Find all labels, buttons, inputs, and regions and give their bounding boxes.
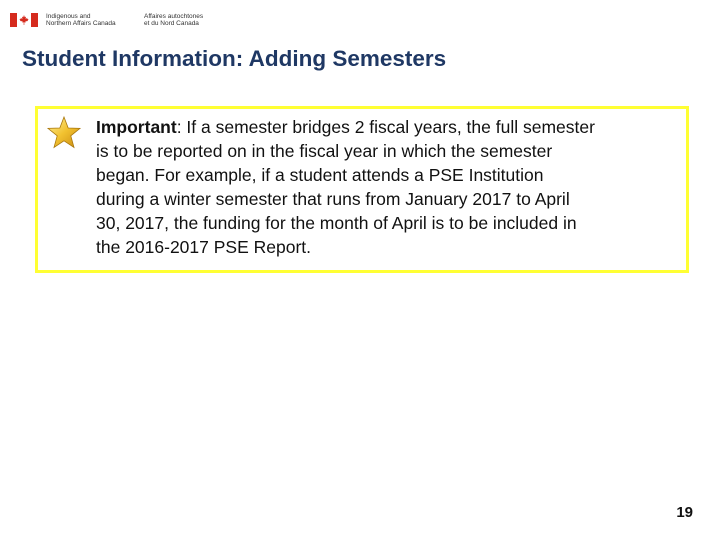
- important-callout-box: [35, 106, 689, 273]
- canada-flag-icon: [10, 13, 38, 27]
- department-name-english: [46, 13, 138, 27]
- star-icon: [46, 115, 82, 151]
- callout-body: : If a semester bridges 2 fiscal years, the full semester is to be reported on in the fiscal year in which the semester began. For example, if a student attends a PSE Institution during a winter semester that runs from January 2017 to April 30, 2017, the funding for the month of April is to be included in the 2016-2017 PSE Report.: [96, 117, 595, 257]
- page-number: 19: [676, 504, 693, 521]
- callout-text: [96, 115, 686, 259]
- department-name-english-line-2: Northern Affairs Canada: [46, 20, 116, 27]
- callout-lead: Important: [96, 117, 177, 137]
- department-name-french-line-2: et du Nord Canada: [144, 20, 199, 27]
- slide-title: Student Information: Adding Semesters: [22, 46, 447, 71]
- department-name-english-line-1: Indigenous and: [46, 13, 91, 20]
- government-header: [10, 10, 234, 30]
- department-name-french-line-1: Affaires autochtones: [144, 13, 204, 20]
- department-name-french: [144, 13, 234, 27]
